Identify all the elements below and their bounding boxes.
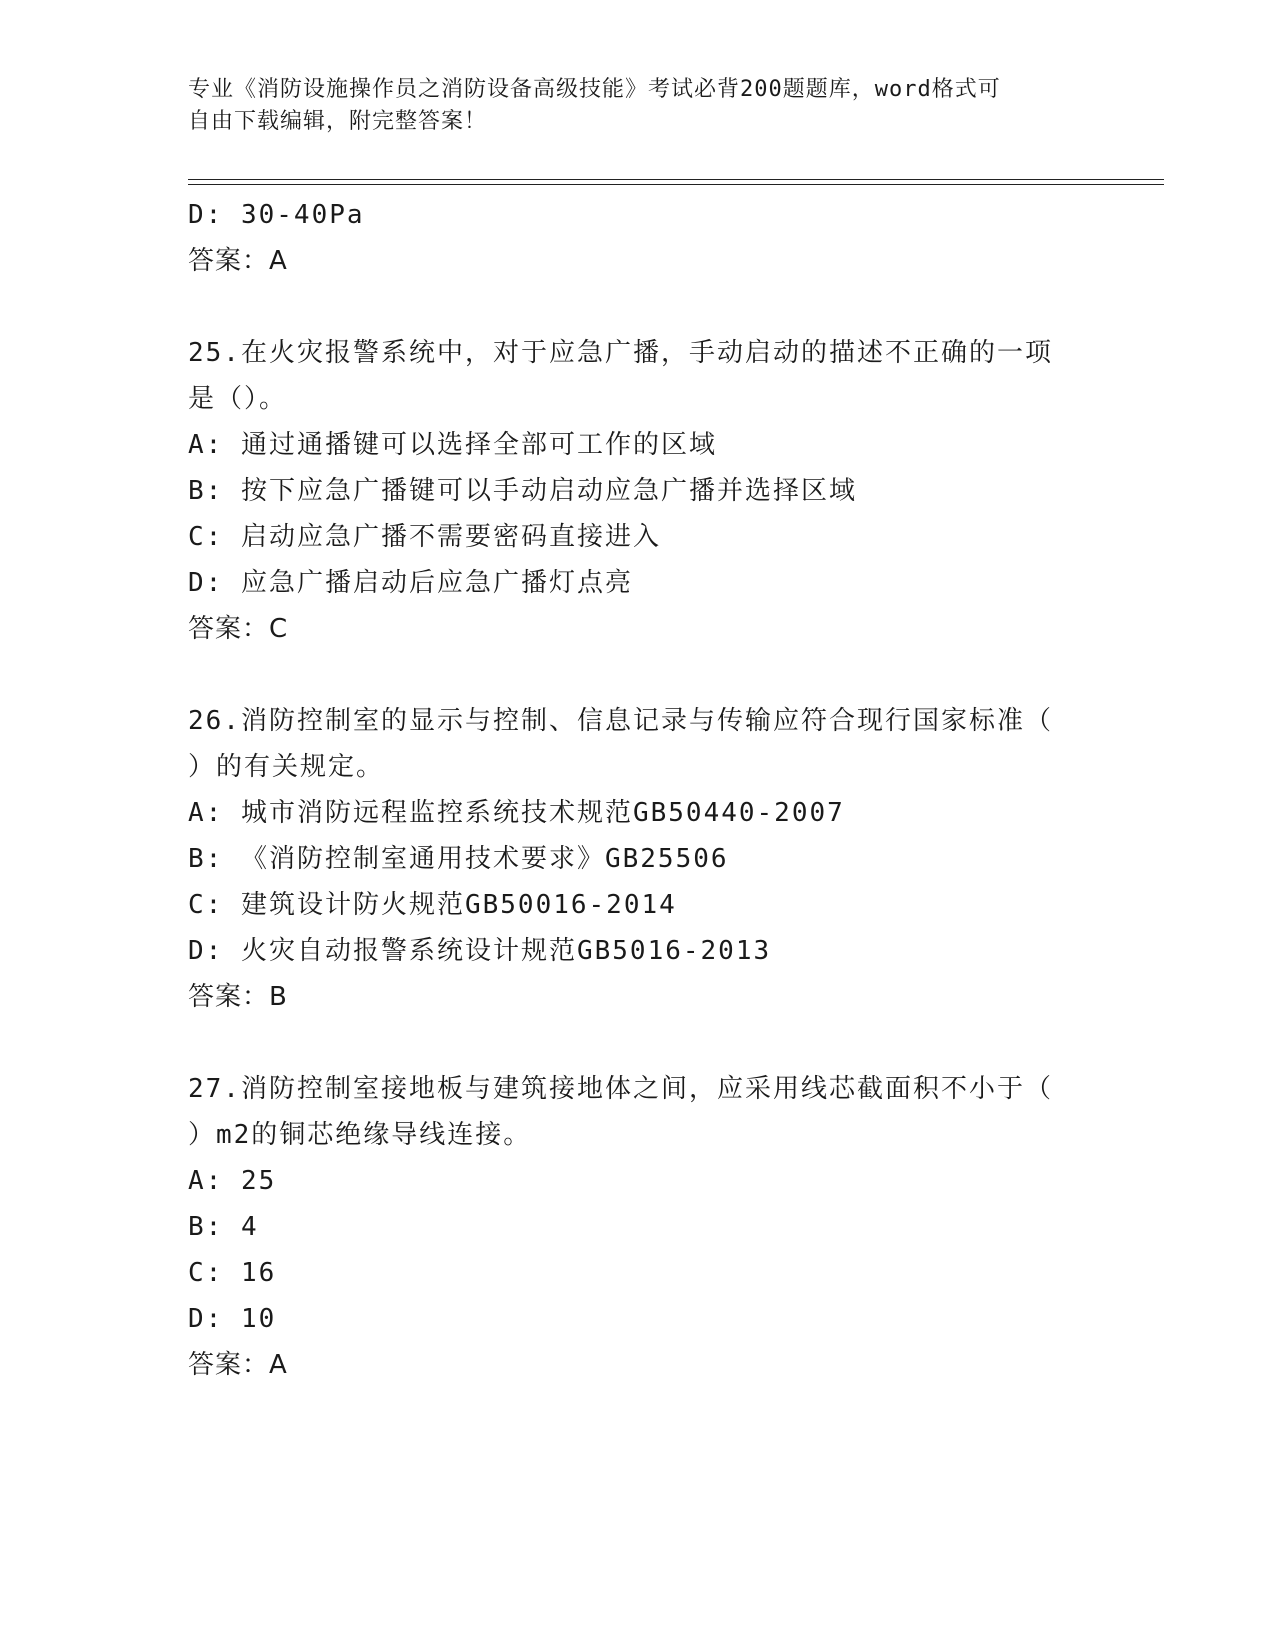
- option-b: B: 按下应急广播键可以手动启动应急广播并选择区域: [188, 476, 857, 506]
- option-a: A: 25: [188, 1166, 277, 1196]
- question-26: [188, 698, 1088, 1020]
- answer: 答案：C: [188, 614, 289, 644]
- question-25: [188, 330, 1088, 652]
- option-c: C: 16: [188, 1258, 277, 1288]
- question-text: 25.在火灾报警系统中，对于应急广播，手动启动的描述不正确的一项: [188, 338, 1053, 368]
- option-a: A: 通过通播键可以选择全部可工作的区域: [188, 430, 717, 460]
- header-line-1: 专业《消防设施操作员之消防设备高级技能》考试必背200题题库，word格式可: [188, 77, 1001, 102]
- prev-option-d: D: 30-40Pa: [188, 200, 365, 230]
- option-d: D: 火灾自动报警系统设计规范GB5016-2013: [188, 936, 772, 966]
- question-text: 26.消防控制室的显示与控制、信息记录与传输应符合现行国家标准（: [188, 706, 1053, 736]
- question-27: [188, 1066, 1088, 1388]
- question-text-cont: 是（）。: [188, 384, 288, 414]
- option-d: D: 10: [188, 1304, 277, 1334]
- question-text-cont: ）的有关规定。: [188, 752, 385, 782]
- option-c: C: 启动应急广播不需要密码直接进入: [188, 522, 661, 552]
- prev-answer: 答案：A: [188, 246, 288, 276]
- question-list: [188, 192, 1088, 1388]
- document-header: [188, 74, 1088, 138]
- header-divider-bottom: [188, 184, 1164, 185]
- header-divider-top: [188, 179, 1164, 180]
- header-line-2: 自由下载编辑，附完整答案！: [188, 109, 488, 134]
- option-b: B: 4: [188, 1212, 259, 1242]
- option-b: B: 《消防控制室通用技术要求》GB25506: [188, 844, 729, 874]
- answer: 答案：A: [188, 1350, 288, 1380]
- option-a: A: 城市消防远程监控系统技术规范GB50440-2007: [188, 798, 845, 828]
- option-d: D: 应急广播启动后应急广播灯点亮: [188, 568, 633, 598]
- question-text-cont: ）m2的铜芯绝缘导线连接。: [188, 1120, 532, 1150]
- answer: 答案：B: [188, 982, 288, 1012]
- option-c: C: 建筑设计防火规范GB50016-2014: [188, 890, 677, 920]
- spacer: [188, 652, 1088, 698]
- question-text: 27.消防控制室接地板与建筑接地体之间，应采用线芯截面积不小于（: [188, 1074, 1053, 1104]
- spacer: [188, 1020, 1088, 1066]
- spacer: [188, 284, 1088, 330]
